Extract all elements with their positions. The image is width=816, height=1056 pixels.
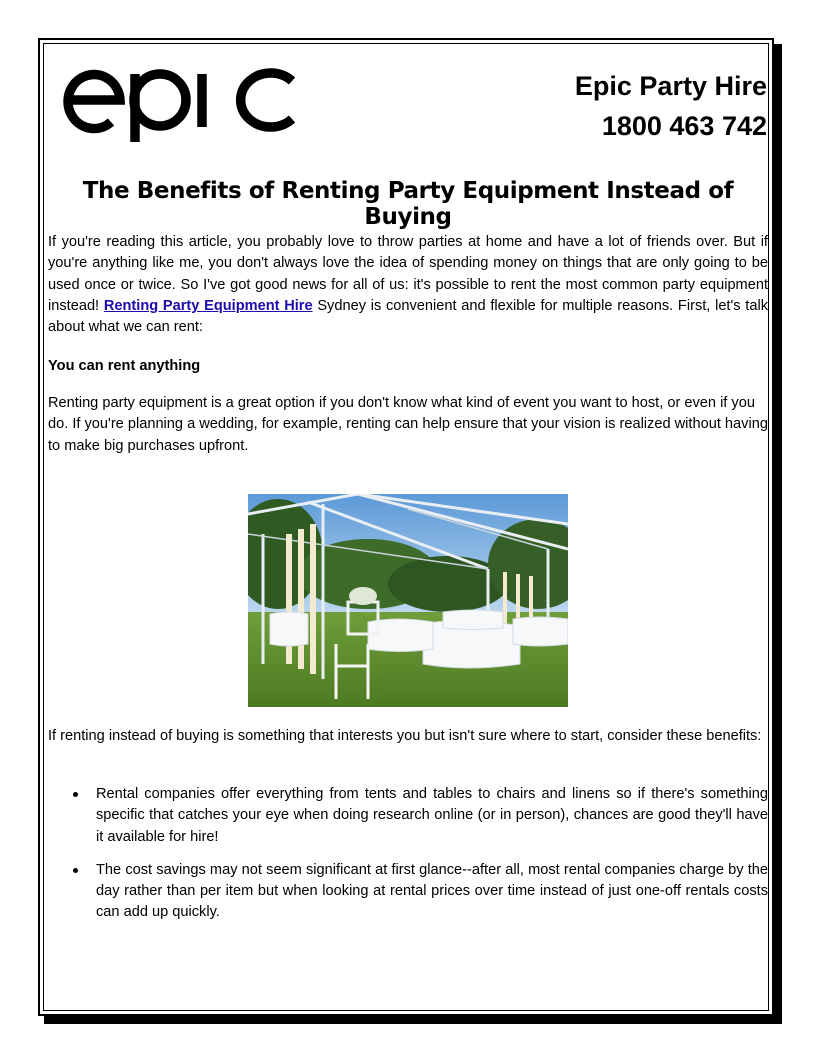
list-item <box>48 860 768 924</box>
intro-text-before: If you're reading this article, you probably love to throw parties at home and have a lot of friends over. But if you're anything like me, you don't always love the idea of spending money on things that are only going to be used once or twice. So I've got good news for all of us: it's possible to rent the most common party equipment instead! <box>48 234 768 314</box>
list-item-text: The cost savings may not seem significant at first glance--after all, most rental companies charge by the day rather than per item but when looking at rental prices over time instead of just one-off rentals costs can add up quickly. <box>96 861 768 921</box>
company-name: Epic Party Hire <box>574 71 767 101</box>
paragraph-benefits-intro: If renting instead of buying is something that interests you but isn't sure where to start, consider these benefits: <box>48 728 762 744</box>
bullet-icon <box>73 868 78 873</box>
intro-paragraph <box>48 232 768 338</box>
list-item-text: Rental companies offer everything from tents and tables to chairs and linens so if there's something specific that catches your eye when doing research online (or in person), chances are good they'll have it available for hire! <box>96 786 768 845</box>
section-heading: You can rent anything <box>48 358 201 374</box>
paragraph-rent-anything: Renting party equipment is a great option if you don't know what kind of event you want to host, or even if you do. If you're planning a wedding, for example, renting can help ensure that your vision is realized without having to make big purchases upfront. <box>48 395 768 454</box>
benefits-list <box>48 784 768 936</box>
intro-text-after: Sydney is convenient and flexible for multiple reasons. First, let's talk about what we can rent: <box>48 297 768 336</box>
epic-logo <box>62 60 302 144</box>
company-phone: 1800 463 742 <box>601 111 767 141</box>
company-info <box>575 66 767 146</box>
party-tent-photo <box>248 494 568 707</box>
article-title: The Benefits of Renting Party Equipment Instead of Buying <box>82 178 734 230</box>
renting-party-equipment-link[interactable]: Renting Party Equipment Hire <box>103 297 313 314</box>
bullet-icon <box>73 792 78 797</box>
list-item <box>48 784 768 848</box>
